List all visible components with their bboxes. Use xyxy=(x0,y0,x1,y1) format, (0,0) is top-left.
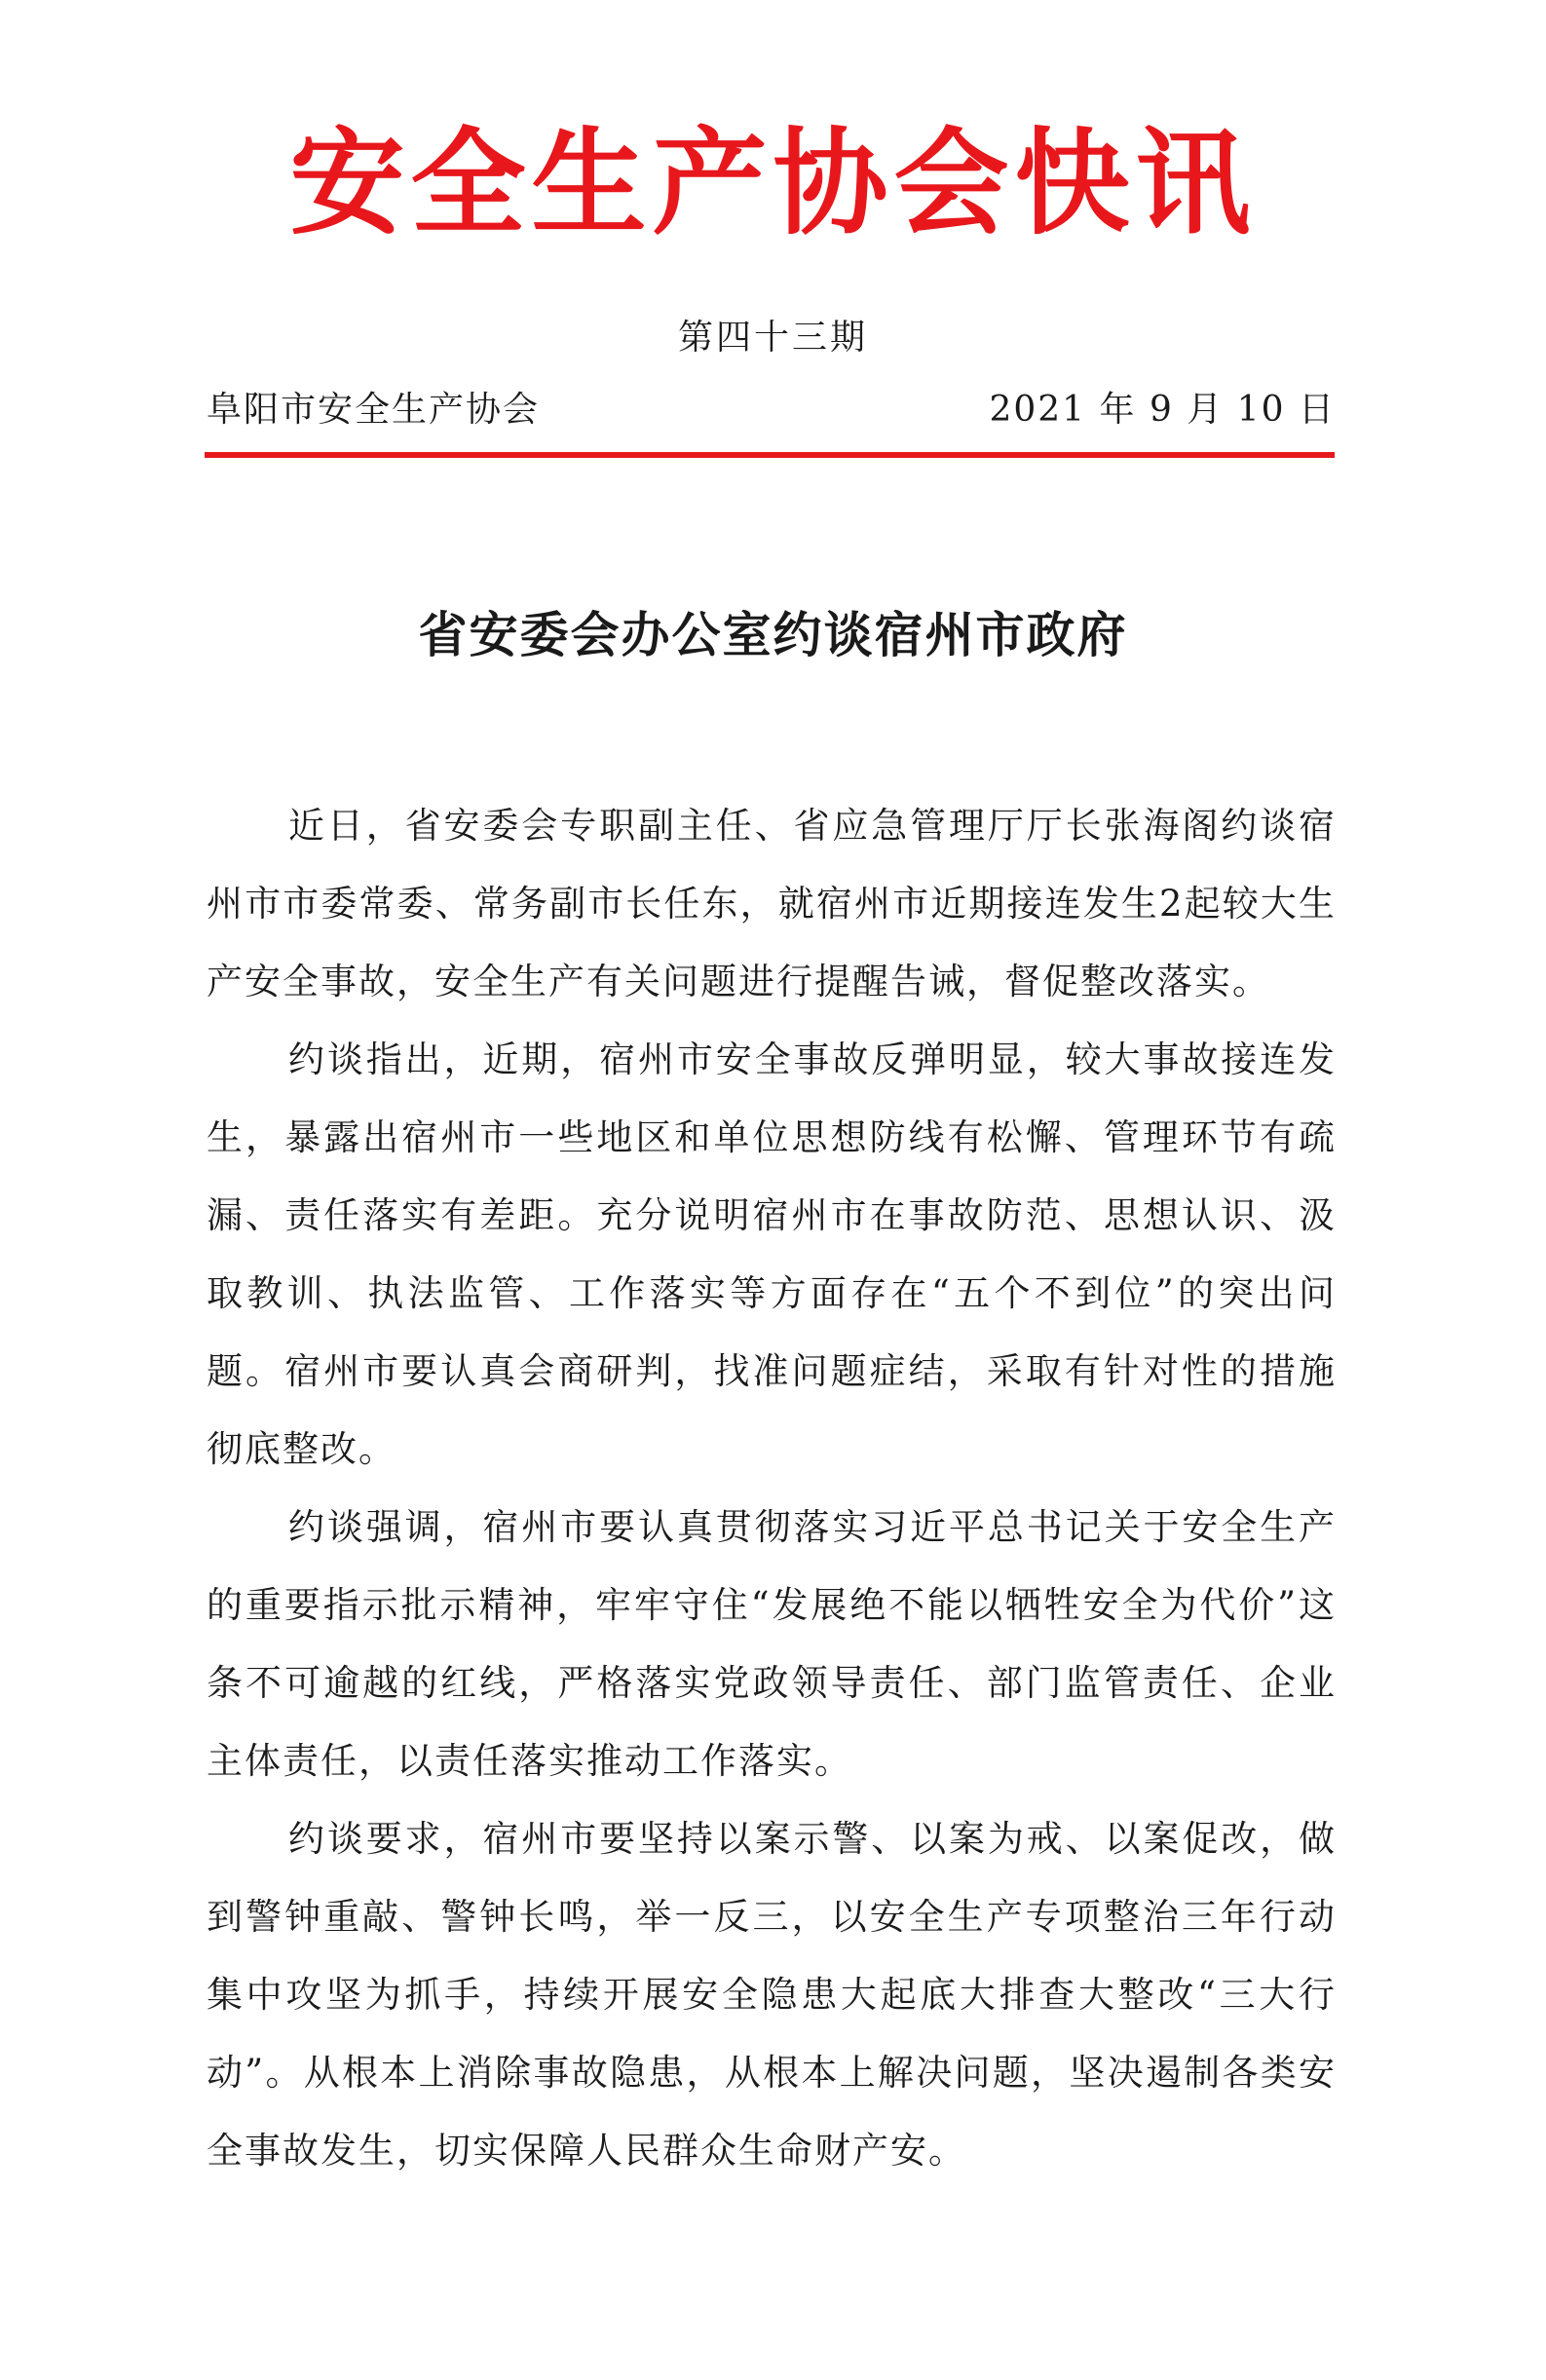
article-paragraph: 近日，省安委会专职副主任、省应急管理厅厅长张海阁约谈宿州市市委常委、常务副市长任东，就宿州市近期接连发生2起较大生产安全事故，安全生产有关问题进行提醒告诫，督促整改落实。 xyxy=(207,805,1337,1002)
publication-date: 2021 年 9 月 10 日 xyxy=(989,390,1336,430)
article-paragraph: 约谈强调，宿州市要认真贯彻落实习近平总书记关于安全生产的重要指示批示精神，牢牢守住“发展绝不能以牺牲安全为代价”这条不可逾越的红线，严格落实党政领导责任、部门监管责任、企业主体责任，以责任落实推动工作落实。 xyxy=(207,1506,1337,1782)
article-paragraph: 约谈要求，宿州市要坚持以案示警、以案为戒、以案促改，做到警钟重敲、警钟长鸣，举一反三，以安全生产专项整治三年行动集中攻坚为抓手，持续开展安全隐患大起底大排查大整改“三大行动”。从根本上消除事故隐患，从根本上解决问题，坚决遏制各类安全事故发生，切实保障人民群众生命财产安。 xyxy=(207,1818,1337,2172)
article-body xyxy=(207,787,1337,2190)
masthead-title: 安全生产协会快讯 xyxy=(289,115,1257,250)
article-paragraph: 约谈指出，近期，宿州市安全事故反弹明显，较大事故接连发生，暴露出宿州市一些地区和单位思想防线有松懈、管理环节有疏漏、责任落实有差距。充分说明宿州市在事故防范、思想认识、汲取教训、执法监管、工作落实等方面存在“五个不到位”的突出问题。宿州市要认真会商研判，找准问题症结，采取有针对性的措施彻底整改。 xyxy=(207,1039,1337,1470)
header-divider xyxy=(205,452,1335,458)
issue-number: 第四十三期 xyxy=(677,318,868,358)
publisher-name: 阜阳市安全生产协会 xyxy=(207,390,541,430)
article-title: 省安委会办公室约谈宿州市政府 xyxy=(418,606,1128,663)
